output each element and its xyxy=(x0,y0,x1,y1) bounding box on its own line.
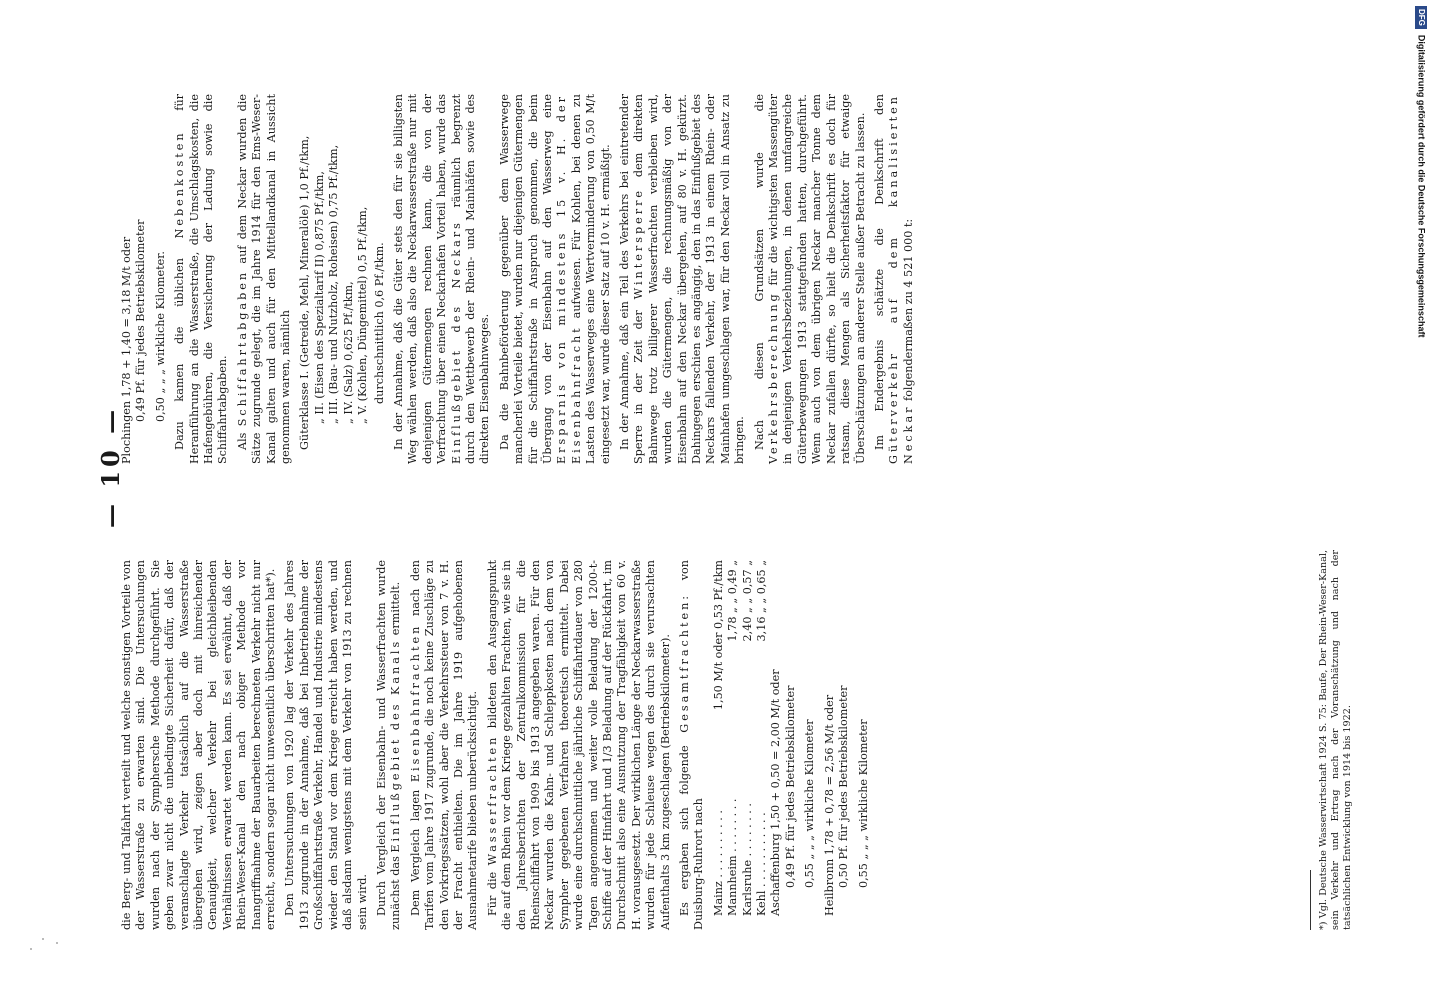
list-item: „ IV. (Salz) 0,625 Pf./tkm, xyxy=(341,281,355,424)
right-column xyxy=(120,94,921,464)
scan-speck xyxy=(30,948,32,950)
paragraph: Dazu kamen die üblichen Nebenkosten für Heranführung an die Wasserstraße, die Umschlagskosten, die Hafengebühren, die Versicherung der Ladung sowie die Schiffahrtabgaben. xyxy=(173,94,230,464)
dfg-logo-icon: DFG xyxy=(1415,6,1427,29)
scan-speck xyxy=(56,942,58,944)
table-row: Karlsruhe . . . . . . . . 2,40 „ „ 0,57 „ xyxy=(740,560,754,916)
list-item: Güterklasse I. (Getreide, Mehl, Mineralöle) 1,0 Pf./tkm, xyxy=(298,135,312,450)
paragraph: Durch Vergleich der Eisenbahn- und Wasserfrachten wurde zunächst das Einflußgebiet des Kanals ermittelt. xyxy=(374,560,403,930)
paragraph: Da die Bahnbeförderung gegenüber dem Wasserwege mancherlei Vorteile bietet, wurden nur diejenigen Gütermengen für die Schiffahrtstraße in Anspruch genommen, die beim Übergang von der Eisenbahn auf den Wasserweg eine Ersparnis von mindestens 15 v. H. der Eisenbahnfracht aufwiesen. Für Kohlen, bei denen zu Lasten des Wasserweges eine Wertverminderung von 0,50 M/t eingesetzt war, wurde dieser Satz auf 10 v. H. ermäßigt. xyxy=(497,94,612,464)
list-item: „ II. (Eisen des Spezialtarif II) 0,875 Pf./tkm, xyxy=(312,171,326,424)
dfg-side-strip xyxy=(1412,6,1432,996)
footnote-rule xyxy=(1310,870,1311,930)
text-line: 0,50 „ „ „ wirkliche Kilometer. xyxy=(153,251,167,422)
paragraph: Den Untersuchungen von 1920 lag der Verkehr des Jahres 1913 zugrunde in der Annahme, daß bei Inbetriebnahme der Großschiffahrtstraße Verkehr, Handel und Industrie mindestens wieder den Stand vor dem Kriege erreicht haben werden, und daß alsdann wenigstens mit dem Verkehr von 1913 zu rechnen sein wird. xyxy=(283,560,369,930)
list-item: „ V. (Kohlen, Düngemittel) 0,5 Pf./tkm, xyxy=(356,206,370,424)
scan-speck xyxy=(42,938,44,940)
paragraph: Dem Vergleich lagen Eisenbahnfrachten nach den Tarifen vom Jahre 1917 zugrunde, die noch keine Zuschläge zu den Vorkriegssätzen, wohl aber die Verkehrssteuer von 7 v. H. der Fracht enthielten. Die im Jahre 1919 aufgehobenen Ausnahmetarife blieben unberücksichtigt. xyxy=(408,560,480,930)
table-row: Mannheim . . . . . . . . 1,78 „ „ 0,49 „ xyxy=(726,560,740,916)
text-line: 0,50 Pf. für jedes Betriebskilometer xyxy=(837,685,851,888)
paragraph: Nach diesen Grundsätzen wurde die Verkehrsberechnung für die wichtigsten Massengüter in denjenigen Verkehrsbeziehungen, in denen umfangreiche Güterbewegungen 1913 stattgefunden hatten, durchgeführt. Wenn auch von dem übrigen Neckar mancher Tonne dem Neckar zufallen dürfte, so hielt die Denkschrift es doch für ratsam, diese Mengen als Sicherheitsfaktor für etwaige Überschätzungen an anderer Stelle außer Betracht zu lassen. xyxy=(752,94,867,464)
table-row: Mainz . . . . . . . . . . 1,50 M/t oder 0,53 Pf./tkm xyxy=(711,560,725,916)
text-line: 0,55 „ „ „ wirkliche Kilometer xyxy=(803,719,817,888)
left-column xyxy=(120,560,876,930)
text-line: 0,55 „ „ „ wirkliche Kilometer xyxy=(856,719,870,888)
goods-class-list xyxy=(298,94,370,464)
footnote: *) Vgl. Deutsche Wasserwirtschaft 1924 S. 75: Baufe, Der Rhein-Weser-Kanal, sein Verkehr und Ertrag nach der Voranschätzung und nach der tatsächlichen Entwicklung von 1914 bis 1922. xyxy=(1318,550,1353,930)
list-item: „ III. (Bau- und Nutzholz, Roheisen) 0,75 Pf./tkm, xyxy=(327,144,341,424)
text-line: Plochingen 1,78 + 1,40 = 3,18 M/t oder xyxy=(120,236,133,464)
page-number: — 10 — xyxy=(96,405,125,528)
paragraph: Als Schiffahrtabgaben auf dem Neckar wurden die Sätze zugrunde gelegt, die im Jahre 1914 für den Ems-Weser-Kanal galten und auch für den Mittellandkanal in Aussicht genommen waren, nämlich xyxy=(235,94,293,464)
text-line: durchschnittlich 0,6 Pf./tkm. xyxy=(372,242,386,404)
dfg-credit-text: Digitalisierung gefördert durch die Deutsche Forschungsgemeinschaft xyxy=(1416,34,1427,338)
table-row: Kehl . . . . . . . . . . . 3,16 „ „ 0,65 „ xyxy=(755,560,769,916)
freight-table xyxy=(712,560,770,930)
text-line: 0,49 Pf. für jedes Betriebskilometer xyxy=(134,219,148,422)
paragraph: die Berg- und Talfahrt verteilt und welche sonstigen Vorteile von der Wasserstraße zu erwarten sind. Die Untersuchungen wurden nach der Symphersche Methode durchgeführt. Sie geben zwar nicht die unbedingte Sicherheit dafür, daß der veranschlagte Verkehr tatsächlich auf die Wasserstraße übergehen wird, zeigen aber doch mit hinreichender Genauigkeit, welcher Verkehr bei gleichbleibenden Verhältnissen erwartet werden kann. Es sei erwähnt, daß der Rhein-Weser-Kanal den nach obiger Methode vor Inangriffnahme der Bauarbeiten berechneten Verkehr nicht nur erreicht, sondern sogar nicht unwesentlich überschritten hat*). xyxy=(120,560,278,930)
paragraph: Es ergaben sich folgende Gesamtfrachten: von Duisburg-Ruhrort nach xyxy=(678,560,706,930)
text-line: Aschaffenburg 1,50 + 0,50 = 2,00 M/t oder xyxy=(769,669,783,916)
text-line: Heilbronn 1,78 + 0,78 = 2,56 M/t oder xyxy=(822,694,836,916)
paragraph: Für die Wasserfrachten bildeten den Ausgangspunkt die auf dem Rhein vor dem Kriege gezahlten Frachten, wie sie in den Jahresberichten der Zentralkommission für die Rheinschiffahrt von 1909 bis 1913 angegeben waren. Für den Neckar wurden die Kahn- und Schleppkosten nach dem von Sympher gegebenen Verfahren theoretisch ermittelt. Dabei wurde eine durchschnittliche jährliche Schiffahrtdauer von 280 Tagen angenommen und weiter volle Beladung der 1200-t-Schiffe auf der Hinfahrt und 1/3 Beladung auf der Rückfahrt, im Durchschnitt also eine Ausnutzung der Tragfähigkeit von 60 v. H. vorausgesetzt. Der wirklichen Länge der Neckarwasserstraße wurden für jede Schleuse wegen des durch sie verursachten Aufenthalts 3 km zugeschlagen (Betriebskilometer). xyxy=(485,560,672,930)
paragraph: In der Annahme, daß die Güter stets den für sie billigsten Weg wählen werden, daß also die Neckarwasserstraße nur mit denjenigen Gütermengen rechnen kann, die von der Verfrachtung über einen Neckarhafen Vorteil haben, wurde das Einflußgebiet des Neckars räumlich begrenzt durch den Wettbewerb der Rhein- und Mainhäfen sowie des direkten Eisenbahnweges. xyxy=(391,94,492,464)
paragraph: In der Annahme, daß ein Teil des Verkehrs bei eintretender Sperre in der Zeit der Wintersperre dem direkten Bahnwege trotz billigerer Wasserfrachten verbleiben wird, wurden die Gütermengen, die rechnungsmäßig von der Eisenbahn auf den Neckar übergehen, auf 80 v. H. gekürzt. Dahingegen erschien es angängig, den in das Einflußgebiet des Neckars fallenden Verkehr, der 1913 in einem Rhein- oder Mainhafen umgeschlagen war, für den Neckar voll in Ansatz zu bringen. xyxy=(618,94,747,464)
paragraph: Im Endergebnis schätzte die Denkschrift den Güterverkehr auf dem kanalisierten Neckar folgendermaßen zu 4 521 000 t: xyxy=(872,94,915,464)
text-line: 0,49 Pf. für jedes Betriebskilometer xyxy=(783,685,797,888)
